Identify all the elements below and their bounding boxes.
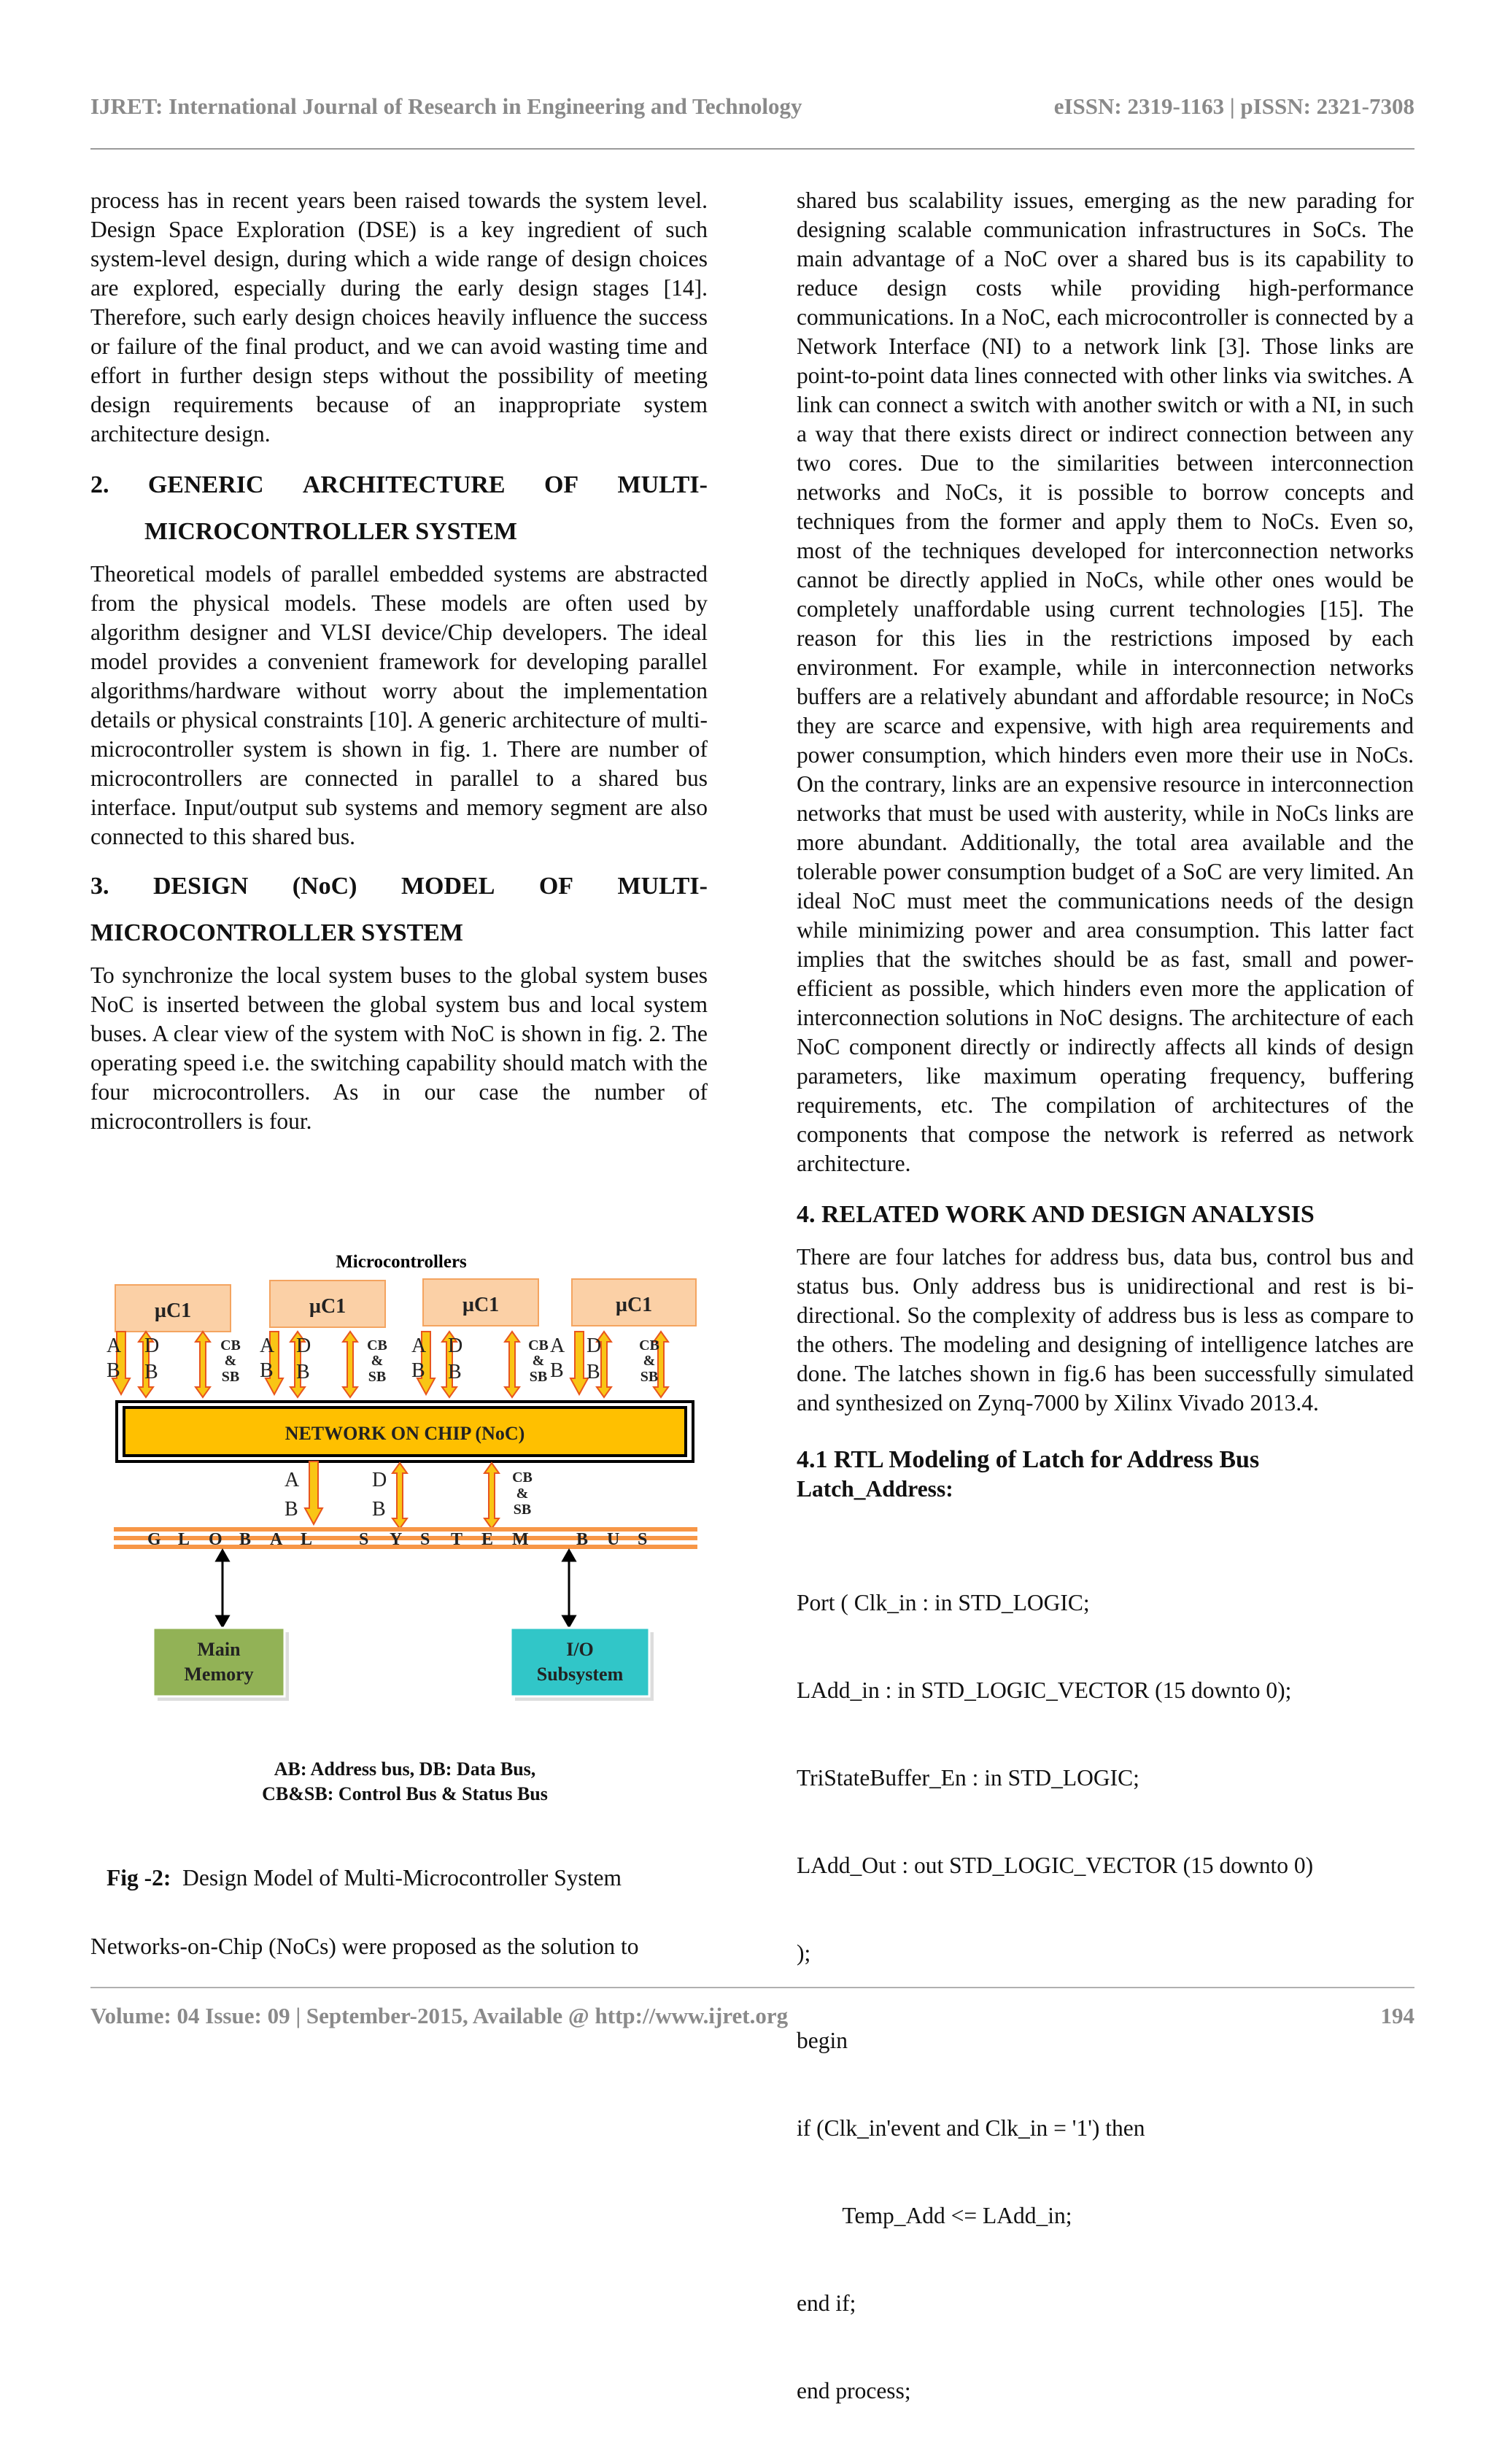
bus-letter: U xyxy=(607,1530,620,1549)
left-paragraph-1: process has in recent years been raised towards the system level. Design Space Exploration (DSE) is a key ingredient of such system-level design, during which a wide range of design choices are explored, especially during the early design stages [14]. Therefore, such early design choices heavily influence the success or failure of the final product, and we can avoid wasting time and effort in further design steps without the possibility of meeting design requirements because of an inappropriate system architecture design. xyxy=(90,188,708,447)
bus-letter: A xyxy=(270,1530,283,1549)
section-2-heading: 2. GENERIC ARCHITECTURE OF MULTI- xyxy=(90,471,708,498)
code-line: LAdd_Out : out STD_LOGIC_VECTOR (15 downto 0) xyxy=(797,1853,1314,1878)
left-paragraph-4: Networks-on-Chip (NoCs) were proposed as the solution to xyxy=(90,1934,639,1959)
main-memory-box xyxy=(153,1628,289,1701)
io-subsystem-box xyxy=(511,1628,654,1701)
bus-letter: L xyxy=(178,1530,190,1549)
svg-text:Subsystem: Subsystem xyxy=(536,1664,624,1685)
journal-title: IJRET: International Journal of Research in Engineering and Technology xyxy=(90,93,802,119)
svg-text:&: & xyxy=(224,1353,237,1369)
svg-text:B: B xyxy=(144,1361,158,1383)
svg-text:B: B xyxy=(372,1498,386,1521)
svg-text:B: B xyxy=(107,1359,120,1382)
svg-text:D: D xyxy=(372,1469,387,1491)
svg-text:&: & xyxy=(532,1353,545,1369)
bus-letter: L xyxy=(301,1530,313,1549)
bus-letter: B xyxy=(576,1530,589,1549)
figure-legend-1: AB: Address bus, DB: Data Bus, xyxy=(274,1758,536,1780)
figure-caption xyxy=(107,1864,705,1893)
svg-text:B: B xyxy=(550,1359,564,1382)
local-bus-arrows-3 xyxy=(417,1332,519,1397)
bus-letter: E xyxy=(481,1530,494,1549)
bus-letter: T xyxy=(451,1530,463,1549)
svg-text:SB: SB xyxy=(513,1502,532,1518)
svg-text:I/O: I/O xyxy=(566,1639,594,1660)
code-line: ); xyxy=(797,1940,811,1966)
svg-text:&: & xyxy=(643,1353,656,1369)
bus-letter: B xyxy=(239,1530,252,1549)
right-paragraph-1: shared bus scalability issues, emerging as the new parading for designing scalable communication infrastructures in SoCs. The main advantage of a NoC over a shared bus is its capability to reduce design costs while providing high-performance communications. In a NoC, each microcontroller is connected by a Network Interface (NI) to a network link [3]. Those links are point-to-point data lines connected with other links via switches. A link can connect a switch with another switch or with a NI, in such a way that there exists direct or indirect connection between any two cores. Due to the similarities between interconnection networks and NoCs, it is possible to borrow concepts and techniques from the former and apply them to NoCs. Even so, most of the techniques developed for interconnection networks cannot be directly applied in NoCs, while other ones would be completely unaffordable using current technologies [15]. The reason for this lies in the restrictions imposed by each environment. For example, while in interconnection networks buffers are a relatively abundant and affordable resource; in NoCs they are scarce and expensive, with high area requirements and power consumption, which hinders even more their use in NoCs. On the contrary, links are an expensive resource in interconnection networks that must be used with austerity, while in NoCs links are more abundant. Additionally, the total area available and the tolerable power consumption budget of a SoC are very limited. An ideal NoC must meet the communications needs of the design while minimizing power and area consumption. This latter fact implies that the switches should be as fast, small and power-efficient as possible, which hinders even more the application of interconnection solutions in NoC designs. The architecture of each NoC component directly or indirectly affects all kinds of design parameters, like maximum operating frequency, buffering requirements, etc. The compilation of architectures of the components that compose the network is referred as network architecture. xyxy=(797,188,1414,1176)
left-paragraph-2: Theoretical models of parallel embedded systems are abstracted from the physical models. These models are often used by algorithm designer and VLSI device/Chip developers. The ideal model provides a convenient framework for developing parallel algorithms/hardware without worry about the implementation details or physical constraints [10]. A generic architecture of multi-microcontroller system is shown in fig. 1. There are number of microcontrollers are connected in parallel to a shared bus interface. Input/output sub systems and memory segment are also connected to this shared bus. xyxy=(90,561,708,849)
svg-text:D: D xyxy=(296,1335,311,1357)
noc-design-figure xyxy=(102,1244,700,1813)
svg-text:A: A xyxy=(260,1335,275,1357)
code-line: end if; xyxy=(797,2290,856,2316)
page-header xyxy=(90,86,1414,130)
svg-text:Main: Main xyxy=(197,1639,241,1660)
code-line: if (Clk_in'event and Clk_in = '1') then xyxy=(797,2115,1145,2141)
svg-text:CB: CB xyxy=(367,1337,387,1353)
svg-text:µC1: µC1 xyxy=(462,1294,500,1316)
local-bus-arrows-1 xyxy=(112,1332,210,1397)
svg-text:SB: SB xyxy=(368,1369,387,1385)
bus-letter: G xyxy=(147,1530,161,1549)
svg-text:D: D xyxy=(144,1335,160,1357)
section-4-1-subheading: Latch_Address: xyxy=(797,1476,953,1502)
svg-text:CB: CB xyxy=(512,1469,533,1486)
svg-text:B: B xyxy=(411,1359,425,1382)
svg-text:&: & xyxy=(516,1486,529,1502)
section-4-1-heading: 4.1 RTL Modeling of Latch for Address Bus xyxy=(797,1446,1260,1473)
uc-box-1 xyxy=(115,1285,231,1332)
page-footer xyxy=(90,2003,1414,2029)
footer-rule xyxy=(90,1987,1414,1988)
svg-text:µC1: µC1 xyxy=(154,1299,192,1322)
svg-text:A: A xyxy=(285,1469,300,1491)
svg-text:µC1: µC1 xyxy=(309,1295,347,1318)
svg-text:B: B xyxy=(296,1361,310,1383)
uc-box-4 xyxy=(572,1279,696,1326)
code-line: Port ( Clk_in : in STD_LOGIC; xyxy=(797,1590,1090,1615)
right-paragraph-2: There are four latches for address bus, data bus, control bus and status bus. Only address bus is unidirectional and rest is bi-directional. So the complexity of address bus is less as compare to the others. The modeling and designing of intelligence latches are done. The latches shown in fig.6 has been successfully simulated and synthesized on Zynq-7000 by Xilinx Vivado 2013.4. xyxy=(797,1244,1414,1416)
left-column-bottom xyxy=(90,1932,708,1961)
noc-block xyxy=(117,1402,693,1461)
svg-text:SB: SB xyxy=(221,1369,240,1385)
svg-text:µC1: µC1 xyxy=(615,1294,653,1316)
svg-text:B: B xyxy=(260,1359,274,1382)
svg-text:SB: SB xyxy=(640,1369,659,1385)
section-3-heading-cont: MICROCONTROLLER SYSTEM xyxy=(90,919,464,946)
issn: eISSN: 2319-1163 | pISSN: 2321-7308 xyxy=(1053,93,1414,119)
code-line: Temp_Add <= LAdd_in; xyxy=(797,2203,1072,2228)
section-4-heading: 4. RELATED WORK AND DESIGN ANALYSIS xyxy=(797,1201,1315,1228)
svg-text:D: D xyxy=(448,1335,463,1357)
bus-letter: S xyxy=(359,1530,369,1549)
svg-text:B: B xyxy=(448,1361,462,1383)
figure-caption-text: Design Model of Multi-Microcontroller System xyxy=(182,1865,622,1891)
section-2-heading-cont: MICROCONTROLLER SYSTEM xyxy=(144,518,518,545)
right-column xyxy=(797,186,1414,2464)
uc-box-3 xyxy=(423,1279,538,1326)
bus-letter: Y xyxy=(390,1530,403,1549)
svg-text:NETWORK ON CHIP (NoC): NETWORK ON CHIP (NoC) xyxy=(285,1423,525,1444)
code-line: begin xyxy=(797,2028,848,2053)
uc-box-2 xyxy=(270,1281,385,1327)
code-block xyxy=(797,1530,1414,2464)
svg-text:SB: SB xyxy=(529,1369,548,1385)
local-bus-arrows-2 xyxy=(266,1332,357,1397)
svg-text:A: A xyxy=(550,1335,565,1357)
left-paragraph-3: To synchronize the local system buses to the global system buses NoC is inserted between the global system bus and local system buses. A clear view of the system with NoC is shown in fig. 2. The operating speed i.e. the switching capability should match with the four microcontrollers. As in our case the number of microcontrollers is four. xyxy=(90,962,708,1134)
svg-text:CB: CB xyxy=(528,1337,549,1353)
header-rule xyxy=(90,148,1414,150)
section-3-heading: 3. DESIGN (NoC) MODEL OF MULTI- xyxy=(90,873,708,900)
svg-text:Memory: Memory xyxy=(184,1664,254,1685)
svg-text:A: A xyxy=(411,1335,427,1357)
global-system-bus xyxy=(114,1527,697,1549)
svg-text:B: B xyxy=(587,1361,600,1383)
svg-text:A: A xyxy=(107,1335,122,1357)
svg-text:&: & xyxy=(371,1353,384,1369)
bus-letter: S xyxy=(420,1530,430,1549)
svg-text:B: B xyxy=(285,1498,298,1521)
code-line: TriStateBuffer_En : in STD_LOGIC; xyxy=(797,1765,1139,1791)
bus-letter: O xyxy=(209,1530,222,1549)
footer-volume: Volume: 04 Issue: 09 | September-2015, Available @ http://www.ijret.org xyxy=(90,2003,789,2028)
figure-caption-label: Fig -2: xyxy=(107,1865,171,1891)
svg-text:D: D xyxy=(587,1335,602,1357)
left-column-top xyxy=(90,186,708,1136)
svg-text:CB: CB xyxy=(220,1337,241,1353)
bus-letter: S xyxy=(638,1530,648,1549)
code-line: end process; xyxy=(797,2378,911,2403)
noc-bus-arrows xyxy=(305,1461,499,1529)
figure-title: Microcontrollers xyxy=(336,1252,467,1272)
page-number: 194 xyxy=(1380,2003,1414,2028)
figure-legend-2: CB&SB: Control Bus & Status Bus xyxy=(262,1783,548,1804)
memory-connector xyxy=(217,1550,228,1626)
bus-letter: M xyxy=(512,1530,529,1549)
svg-text:CB: CB xyxy=(639,1337,659,1353)
code-line: LAdd_in : in STD_LOGIC_VECTOR (15 downto 0); xyxy=(797,1677,1292,1703)
io-connector xyxy=(563,1550,575,1626)
